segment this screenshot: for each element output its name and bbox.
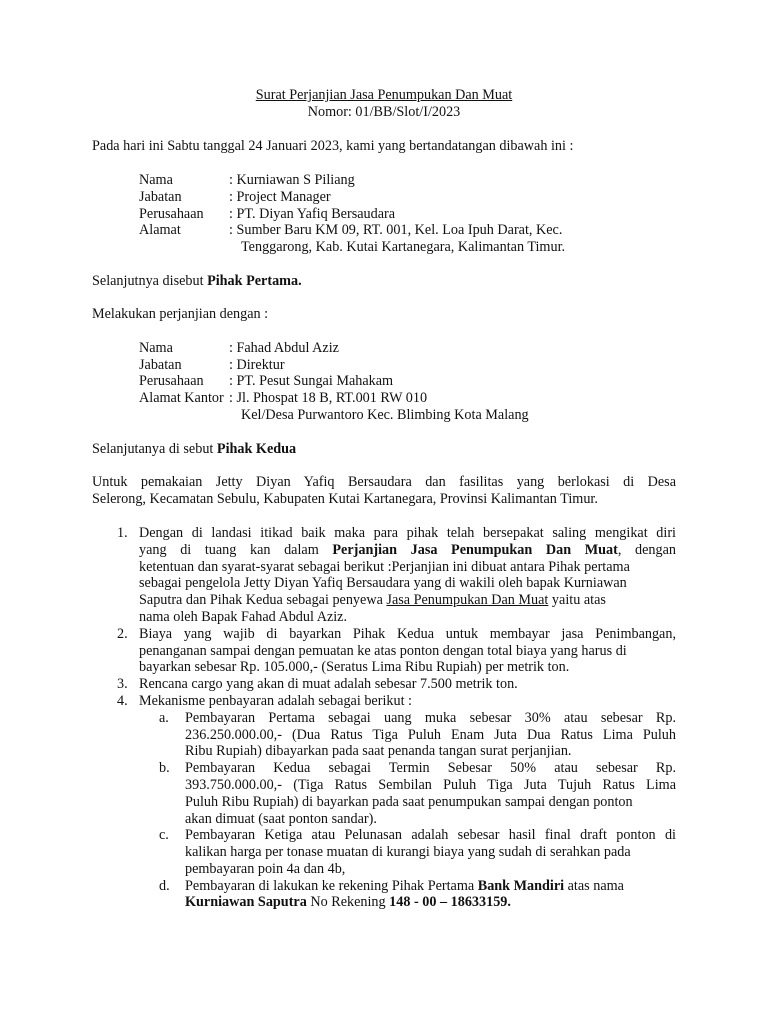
party-one-label-name: Nama: [139, 172, 173, 188]
party-two-value-position: : Direktur: [229, 357, 285, 373]
subclause-line: Puluh Ribu Rupiah) di bayarkan pada saat penumpukan sampai dengan ponton: [185, 794, 633, 810]
subclause-letter: d.: [159, 878, 170, 894]
clause-line: sebagai pengelola Jetty Diyan Yafiq Bersaudara yang di wakili oleh bapak Kurniawan: [139, 575, 627, 591]
subclause-line: Ribu Rupiah) dibayarkan pada saat penanda tangan surat perjanjian.: [185, 743, 572, 759]
purpose-line-2: Selerong, Kecamatan Sebulu, Kabupaten Kutai Kartanegara, Provinsi Kalimantan Timur.: [92, 491, 598, 507]
subclause-line: Pembayaran Kedua sebagai Termin Sebesar 50% atau sebesar Rp.: [185, 760, 676, 776]
party-one-value-position: : Project Manager: [229, 189, 331, 205]
party-two-value-name: : Fahad Abdul Aziz: [229, 340, 339, 356]
subclause-line: 236.250.000.00,- (Dua Ratus Tiga Puluh Enam Juta Dua Ratus Lima Puluh: [185, 727, 676, 743]
party-two-label-company: Perusahaan: [139, 373, 204, 389]
clause-line: Mekanisme penbayaran adalah sebagai berikut :: [139, 693, 412, 709]
party-two-designation: Selanjutanya di sebut Pihak Kedua: [92, 441, 297, 457]
subclause-letter: c.: [159, 827, 169, 843]
party-two-label-office-address: Alamat Kantor: [139, 390, 224, 406]
subclause-line: akan dimuat (saat ponton sandar).: [185, 811, 377, 827]
clause-line: Saputra dan Pihak Kedua sebagai penyewa Jasa Penumpukan Dan Muat yaitu atas: [139, 592, 606, 608]
subclause-line: kalikan harga per tonase muatan di kurangi biaya yang sudah di serahkan pada: [185, 844, 631, 860]
clause-number: 3.: [117, 676, 128, 692]
intro-paragraph: Pada hari ini Sabtu tanggal 24 Januari 2023, kami yang bertandatangan dibawah ini :: [92, 138, 574, 154]
clause-number: 1.: [117, 525, 128, 541]
subclause-line: 393.750.000.00,- (Tiga Ratus Sembilan Puluh Tiga Juta Tujuh Ratus Lima: [185, 777, 676, 793]
clause-line: bayarkan sebesar Rp. 105.000,- (Seratus Lima Ribu Rupiah) per metrik ton.: [139, 659, 570, 675]
party-two-value-office-address: : Jl. Phospat 18 B, RT.001 RW 010: [229, 390, 428, 406]
party-one-value-company: : PT. Diyan Yafiq Bersaudara: [229, 206, 396, 222]
subclause-line: Pembayaran di lakukan ke rekening Pihak Pertama Bank Mandiri atas nama: [185, 878, 624, 894]
party-one-value-address: : Sumber Baru KM 09, RT. 001, Kel. Loa Ipuh Darat, Kec.: [229, 222, 563, 238]
subclause-line: Pembayaran Ketiga atau Pelunasan adalah sebesar hasil final draft ponton di: [185, 827, 676, 843]
clause-line: Biaya yang wajib di bayarkan Pihak Kedua untuk membayar jasa Penimbangan,: [139, 626, 676, 642]
subclause-line: Pembayaran Pertama sebagai uang muka sebesar 30% atau sebesar Rp.: [185, 710, 676, 726]
clause-line: ketentuan dan syarat-syarat sebagai berikut :Perjanjian ini dibuat antara Pihak pertama: [139, 559, 630, 575]
party-two-address-continued: Kel/Desa Purwantoro Kec. Blimbing Kota Malang: [241, 407, 529, 423]
subclause-letter: a.: [159, 710, 169, 726]
clause-line: Dengan di landasi itikad baik maka para pihak telah bersepakat saling mengikat diri: [139, 525, 676, 541]
clause-line: penanganan sampai dengan pemuatan ke atas ponton dengan total biaya yang harus di: [139, 643, 627, 659]
party-one-address-continued: Tenggarong, Kab. Kutai Kartanegara, Kalimantan Timur.: [241, 239, 566, 255]
subclause-line: pembayaran poin 4a dan 4b,: [185, 861, 346, 877]
party-one-designation: Selanjutnya disebut Pihak Pertama.: [92, 273, 302, 289]
party-one-label-position: Jabatan: [139, 189, 182, 205]
document-number: Nomor: 01/BB/Slot/I/2023: [307, 104, 461, 120]
clause-line: nama oleh Bapak Fahad Abdul Aziz.: [139, 609, 348, 625]
party-one-label-company: Perusahaan: [139, 206, 204, 222]
document-title: Surat Perjanjian Jasa Penumpukan Dan Muat: [255, 87, 513, 103]
clause-line: yang di tuang kan dalam Perjanjian Jasa Penumpukan Dan Muat, dengan: [139, 542, 676, 558]
subclause-letter: b.: [159, 760, 170, 776]
clause-line: Rencana cargo yang akan di muat adalah sebesar 7.500 metrik ton.: [139, 676, 518, 692]
party-one-label-address: Alamat: [139, 222, 181, 238]
clause-number: 4.: [117, 693, 128, 709]
purpose-line-1: Untuk pemakaian Jetty Diyan Yafiq Bersaudara dan fasilitas yang berlokasi di Desa: [92, 474, 676, 490]
party-one-value-name: : Kurniawan S Piliang: [229, 172, 355, 188]
clause-number: 2.: [117, 626, 128, 642]
party-two-value-company: : PT. Pesut Sungai Mahakam: [229, 373, 394, 389]
party-two-label-position: Jabatan: [139, 357, 182, 373]
subclause-line: Kurniawan Saputra No Rekening 148 - 00 – 18633159.: [185, 894, 511, 910]
party-two-label-name: Nama: [139, 340, 173, 356]
agreement-with-text: Melakukan perjanjian dengan :: [92, 306, 269, 322]
